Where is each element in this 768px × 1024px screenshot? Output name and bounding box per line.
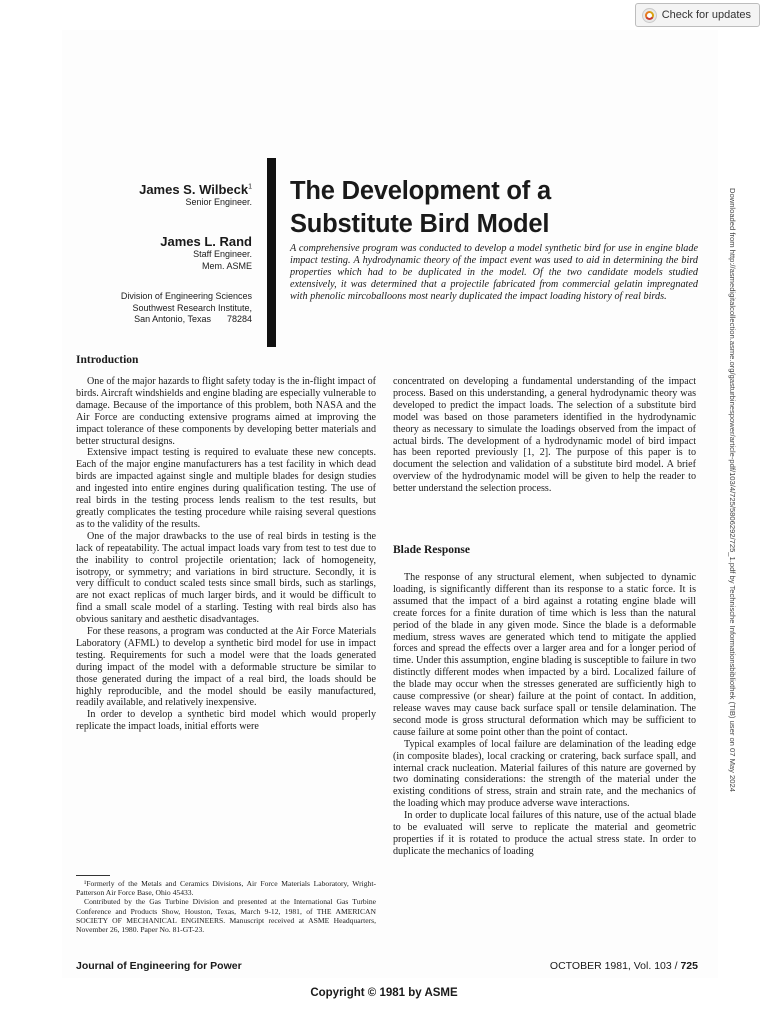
paragraph: One of the major drawbacks to the use of real birds in testing is the lack of repeatability. The actual impact loads vary from test to test due to the inability to control projectile orientation; lack of homogeneity, isotropy, or symmetry; and variations in bird structure. Secondly, it is very difficult to conduct scaled tests since small birds, such as starlings, are not exact replicas of much larger birds, and it would be difficult to find a small scale model of a starling. Testing with real birds also has obvious sanitary and aesthetic disadvantages. xyxy=(76,530,376,626)
footnote: ¹Formerly of the Metals and Ceramics Divisions, Air Force Materials Laboratory, Wright-Patterson Air Force Base, Ohio 45433. xyxy=(76,879,376,898)
section-heading-blade-response: Blade Response xyxy=(393,544,470,556)
page-number: 725 xyxy=(680,960,698,972)
author-name: James L. Rand xyxy=(160,234,252,249)
issue-date-volume: OCTOBER 1981, Vol. 103 / xyxy=(549,960,681,972)
issue-info xyxy=(550,960,698,972)
text-column-right-blade xyxy=(393,572,696,858)
abstract: A comprehensive program was conducted to develop a model synthetic bird for use in engine blade impact testing. A hydrodynamic theory of the impact event was used to aid in determining the bird properties which had to be duplicated in the model. Of the two candidate models studied extensively, it was determined that a projectile fabricated from commercial gelatin impregnated with phenolic mircoballoons most nearly duplicated the impact loading history of real birds. xyxy=(290,243,698,302)
paragraph: In order to develop a synthetic bird model which would properly replicate the impact loads, initial efforts were xyxy=(76,709,376,733)
paragraph: concentrated on developing a fundamental understanding of the impact process. Based on this understanding, a general hydrodynamic theory was developed to predict the impact loads. The selection of a substitute bird model was based on those parameters identified in the hydrodynamic theory as necessary to simulate the loadings observed from the impact of actual birds. The development of a hydrodynamic model of bird impact has been reported previously [1, 2]. The purpose of this paper is to document the selection and validation of a substitute bird model. A brief overview of the hydrodynamic model will be given to help the reader to better understand the selection process. xyxy=(393,376,696,495)
author-role: Senior Engineer. xyxy=(185,197,252,207)
footnote-rule xyxy=(76,875,110,876)
copyright-notice: Copyright © 1981 by ASME xyxy=(310,987,458,999)
title-line: The Development of a xyxy=(290,177,551,205)
check-for-updates-button[interactable] xyxy=(635,3,760,27)
paragraph: For these reasons, a program was conducted at the Air Force Materials Laboratory (AFML) to develop a synthetic bird model for use in impact testing. Requirements for such a model were that the loads generated during impact of the model with a deformable structure be similar to those generated during the impact of a real bird, the loads should be highly reproducible, and the model should be easily manufactured, readily available, and relatively inexpensive. xyxy=(76,626,376,709)
text-column-right-intro xyxy=(393,376,696,495)
author-1 xyxy=(139,182,252,209)
paragraph: The response of any structural element, when subjected to dynamic loading, is significantly different than its response to a static force. It is assumed that the impact of a bird against a rotating engine blade will create forces for a finite duration of time which is less than the natural period of the blade in any given mode. Since the blade is a deformable medium, stress waves are generated which tend to mitigate the applied forces and spread the effects over a larger area and for a longer period of time. Under this assumption, engine blading is susceptible to failure in two distinctly different modes when impacted by a bird. Localized failure of the blade may occur when the stresses generated are sufficiently high to cause compressive (or shear) failure at the point of contact. In addition, release waves may cause back surface spall or tensile delamination. The second mode is gross structural deformation which may be sufficient to cause failure at some point other than the point of contact. xyxy=(393,572,696,738)
affiliation-division: Division of Engineering Sciences xyxy=(120,291,252,301)
download-watermark: Downloaded from http://asmedigitalcollection.asme.org/gasturbinespower/article-pdf/103/4/725/5806292/725_1.pdf by Technische Informationsbibliothek (TIB) user on 07 May 2024 xyxy=(728,188,737,792)
author-role: Staff Engineer. xyxy=(193,249,252,259)
affiliation-institute: Southwest Research Institute, xyxy=(132,302,252,313)
text-column-left xyxy=(76,376,376,733)
footnotes xyxy=(76,879,376,934)
author-name: James S. Wilbeck xyxy=(139,182,249,197)
title-rule xyxy=(267,158,276,347)
paragraph: Typical examples of local failure are delamination of the leading edge (in composite blades), local cracking or cratering, back surface spall, and internal crack nucleation. Material failures of this nature are governed by two dominating considerations: the strength of the material under the existing conditions of stress, strain and strain rate, and the mechanics of the loading which may produce adverse wave interactions. xyxy=(393,738,696,810)
affiliation xyxy=(121,291,252,326)
paper-title xyxy=(290,175,650,241)
author-footnote-marker: 1 xyxy=(248,183,252,191)
affiliation-zip: 78284 xyxy=(226,314,252,324)
author-2 xyxy=(160,234,252,272)
footnote: Contributed by the Gas Turbine Division and presented at the International Gas Turbine Conference and Products Show, Houston, Texas, March 9-12, 1981, of THE AMERICAN SOCIETY OF MECHANICAL ENGINEERS. Manuscript received at ASME Headquarters, November 26, 1980. Paper No. 81-GT-23. xyxy=(76,897,376,935)
affiliation-city: San Antonio, Texas xyxy=(134,314,211,324)
section-heading-introduction: Introduction xyxy=(76,354,139,366)
check-for-updates-label: Check for updates xyxy=(661,9,751,21)
paragraph: One of the major hazards to flight safety today is the in-flight impact of birds. Aircraft windshields and engine blading are especially vulnerable to damage. Because of the importance of this problem, both NASA and the Air Force are conducting extensive programs aimed at improving the impact tolerance of these components by developing better materials and better structural designs. xyxy=(76,376,376,447)
author-membership: Mem. ASME xyxy=(201,260,252,271)
crossmark-icon xyxy=(642,8,657,23)
paragraph: Extensive impact testing is required to evaluate these new concepts. Each of the major engine manufacturers has a test facility in which dead birds are impacted against single and multiple blades for design studies and ingested into entire engines during qualification testing. The use of real birds in the testing process lends realism to the test results, but greatly complicates the testing procedure while raising several questions as to the validity of the results. xyxy=(76,447,376,530)
journal-name: Journal of Engineering for Power xyxy=(76,960,242,972)
paragraph: In order to duplicate local failures of this nature, use of the actual blade to be evaluated will serve to replicate the material and geometric properties if it is rotated to produce the actual stress state. In order to duplicate the mechanics of loading xyxy=(393,810,696,857)
title-line: Substitute Bird Model xyxy=(290,210,550,238)
